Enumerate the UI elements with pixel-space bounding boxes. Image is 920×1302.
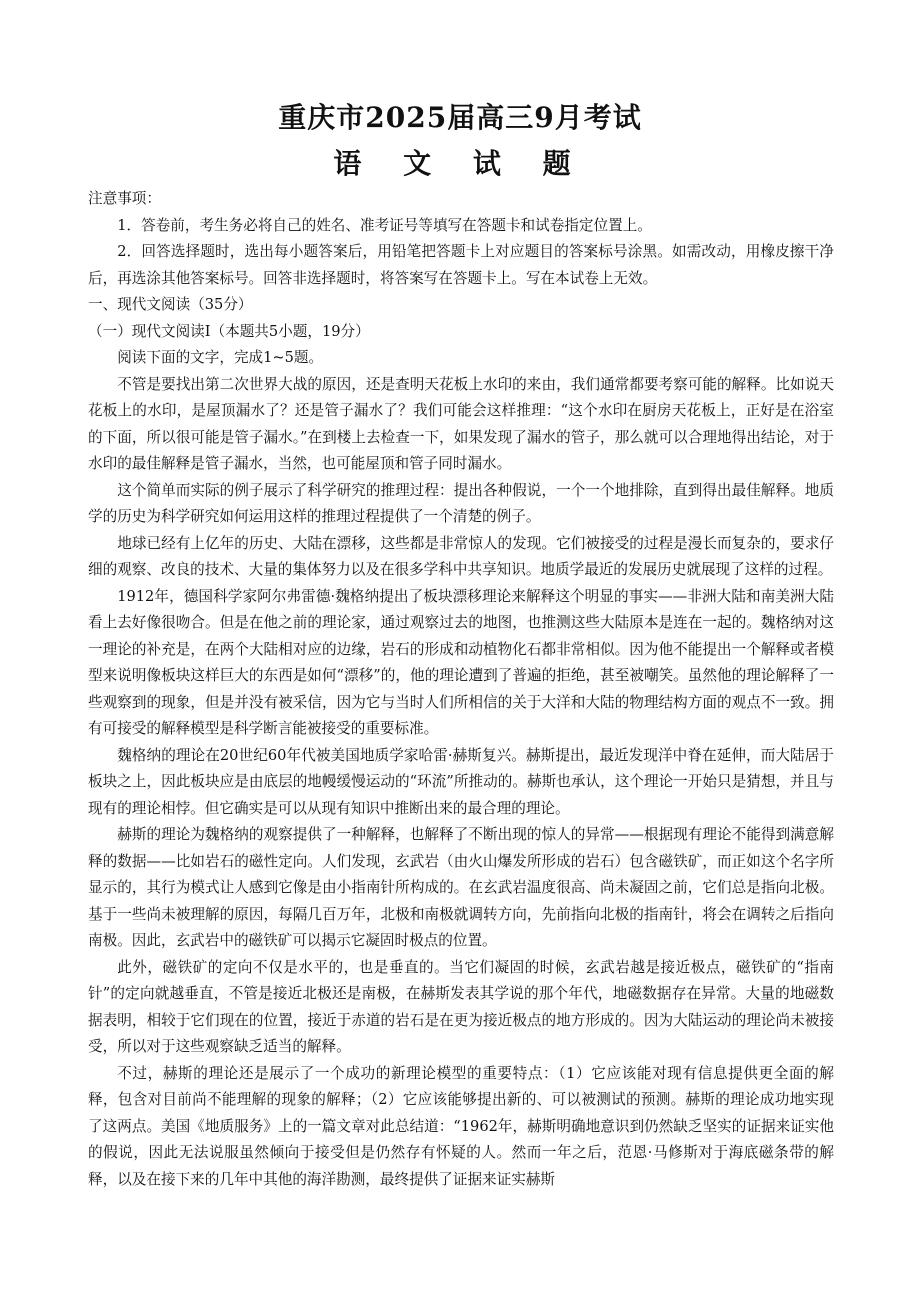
passage-paragraph: 此外，磁铁矿的定向不仅是水平的，也是垂直的。当它们凝固的时候，玄武岩越是接近极点，磁铁矿的“指南针”的定向就越垂直，不管是接近北极还是南极，在赫斯发表其学说的那个年代，地磁数据存在异常。大量的地磁数据表明，相较于它们现在的位置，接近于赤道的岩石是在更为接近极点的地方形成的。因为大陆运动的理论尚未被接受，所以对于这些观察缺乏适当的解释。: [88, 958, 834, 1055]
passage-paragraph: 魏格纳的理论在20世纪60年代被美国地质学家哈雷·赫斯复兴。赫斯提出，最近发现洋中脊在延伸，而大陆居于板块之上，因此板块应是由底层的地幔缓慢运动的“环流”所推动的。赫斯也承认，这个理论一开始只是猜想，并且与现有的理论相悖。但它确实是可以从现有知识中推断出来的最合理的理论。: [88, 746, 834, 817]
passage-paragraph: 地球已经有上亿年的历史、大陆在漂移，这些都是非常惊人的发现。它们被接受的过程是漫长而复杂的，要求仔细的观察、改良的技术、大量的集体努力以及在很多学科中共享知识。地质学最近的发展历史就展现了这样的过程。: [88, 534, 834, 578]
exam-subtitle: 语 文 试 题: [333, 147, 587, 180]
notice-item: 1．答卷前，考生务必将自己的姓名、准考证号等填写在答题卡和试卷指定位置上。: [117, 216, 652, 234]
notice-item: 2．回答选择题时，选出每小题答案后，用铅笔把答题卡上对应题目的答案标号涂黑。如需改动，用橡皮擦干净后，再选涂其他答案标号。回答非选择题时，将答案写在答题卡上。写在本试卷上无效。: [88, 243, 834, 287]
passage-paragraph: 不管是要找出第二次世界大战的原因，还是查明天花板上水印的来由，我们通常都要考察可能的解释。比如说天花板上的水印，是屋顶漏水了？还是管子漏水了？我们可能会这样推理：“这个水印在厨房天花板上，正好是在浴室的下面，所以很可能是管子漏水。”在到楼上去检查一下，如果发现了漏水的管子，那么就可以合理地得出结论，对于水印的最佳解释是管子漏水，当然，也可能屋顶和管子同时漏水。: [88, 375, 834, 472]
notice-heading: 注意事项：: [88, 190, 161, 207]
passage-paragraph: 这个简单而实际的例子展示了科学研究的推理过程：提出各种假说，一个一个地排除，直到得出最佳解释。地质学的历史为科学研究如何运用这样的推理过程提供了一个清楚的例子。: [88, 481, 834, 525]
passage-paragraph: 1912年，德国科学家阿尔弗雷德·魏格纳提出了板块漂移理论来解释这个明显的事实——非洲大陆和南美洲大陆看上去好像很吻合。但是在他之前的理论家，通过观察过去的地图，也推测这些大陆原本是连在一起的。魏格纳对这一理论的补充是，在两个大陆相对应的边缘，岩石的形成和动植物化石都非常相似。因为他不能提出一个解释或者模型来说明像板块这样巨大的东西是如何“漂移”的，他的理论遭到了普遍的拒绝，甚至被嘲笑。虽然他的理论解释了一些观察到的现象，但是并没有被采信，因为它与当时人们所相信的关于大洋和大陆的物理结构方面的观点不一致。拥有可接受的解释模型是科学断言能被接受的重要标准。: [88, 587, 834, 737]
reading-instruction: 阅读下面的文字，完成1~5题。: [117, 349, 324, 366]
exam-content: [88, 186, 834, 1193]
section-heading: 一、现代文阅读（35分）: [88, 296, 253, 313]
passage-paragraph: 赫斯的理论为魏格纳的观察提供了一种解释，也解释了不断出现的惊人的异常——根据现有理论不能得到满意解释的数据——比如岩石的磁性定向。人们发现，玄武岩（由火山爆发所形成的岩石）包含磁铁矿，而正如这个名字所显示的，其行为模式让人感到它像是由小指南针所构成的。在玄武岩温度很高、尚未凝固之前，它们总是指向北极。基于一些尚未被理解的原因，每隔几百万年，北极和南极就调转方向，先前指向北极的指南针，将会在调转之后指向南极。因此，玄武岩中的磁铁矿可以揭示它凝固时极点的位置。: [88, 826, 834, 949]
passage-paragraph: 不过，赫斯的理论还是展示了一个成功的新理论模型的重要特点：（1）它应该能对现有信息提供更全面的解释，包含对目前尚不能理解的现象的解释；（2）它应该能够提出新的、可以被测试的预测。赫斯的理论成功地实现了这两点。美国《地质服务》上的一篇文章对此总结道：“1962年，赫斯明确地意识到仍然缺乏坚实的证据来证实他的假说，因此无法说服虽然倾向于接受但是仍然存有怀疑的人。然而一年之后，范恩·马修斯对于海底磁条带的解释，以及在接下来的几年中其他的海洋勘测，最终提供了证据来证实赫斯: [88, 1064, 834, 1188]
exam-title: 重庆市2025届高三9月考试: [278, 101, 642, 134]
section-subheading: （一）现代文阅读Ⅰ（本题共5小题，19分）: [88, 322, 370, 340]
